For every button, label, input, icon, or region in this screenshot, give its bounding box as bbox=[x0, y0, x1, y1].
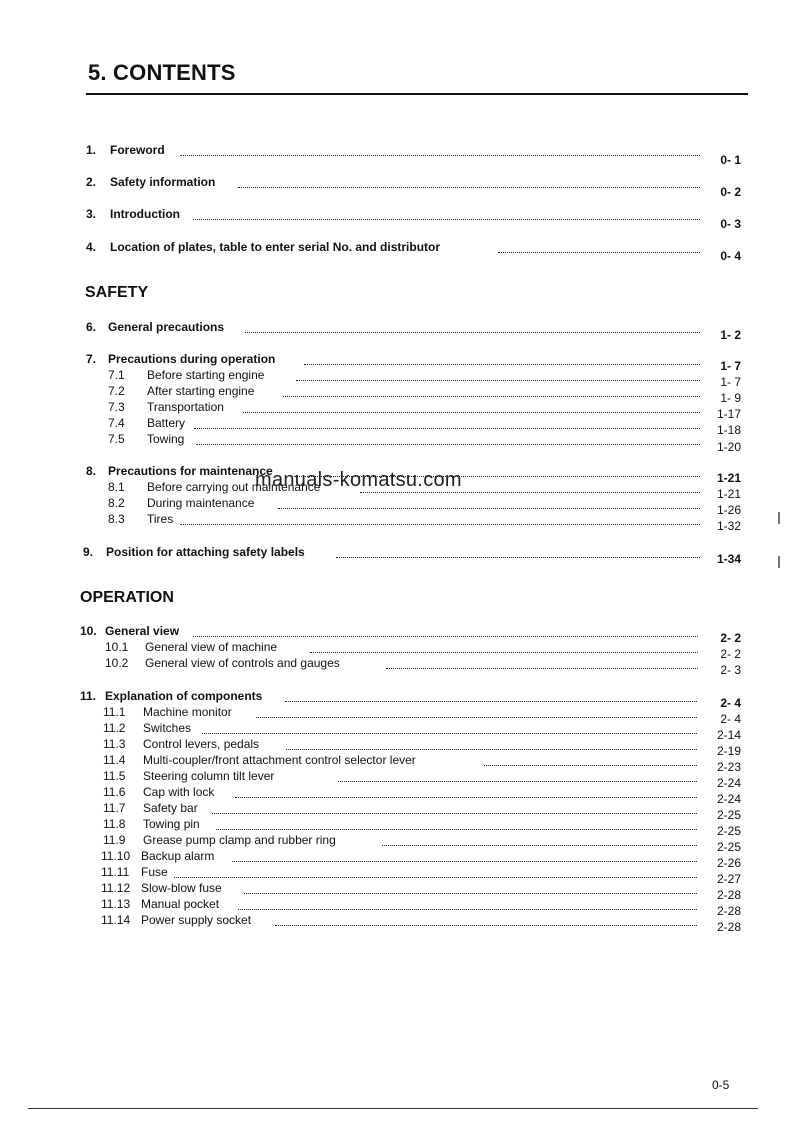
entry-number: 11.12 bbox=[101, 881, 131, 895]
entry-page: 2-28 bbox=[716, 904, 741, 918]
entry-page: 0- 1 bbox=[720, 153, 741, 167]
entry-title: Steering column tilt lever bbox=[143, 769, 275, 783]
entry-title: Before carrying out maintenance bbox=[147, 480, 321, 494]
entry-number: 11.10 bbox=[101, 849, 131, 863]
entry-page: 2- 2 bbox=[720, 647, 741, 661]
leader-dots bbox=[338, 769, 697, 782]
entry-title: Machine monitor bbox=[143, 705, 232, 719]
page-title: 5. CONTENTS bbox=[88, 60, 236, 85]
entry-page: 0- 3 bbox=[720, 217, 741, 231]
leader-dots bbox=[283, 384, 700, 397]
entry-number: 3. bbox=[86, 207, 97, 221]
toc-entry[interactable] bbox=[0, 624, 791, 645]
entry-number: 7.1 bbox=[108, 368, 125, 382]
entry-title: Explanation of components bbox=[105, 689, 263, 703]
toc-entry[interactable] bbox=[0, 705, 791, 726]
entry-title: Backup alarm bbox=[141, 849, 215, 863]
leader-dots bbox=[180, 512, 700, 525]
entry-number: 11.4 bbox=[103, 753, 126, 767]
toc-entry[interactable] bbox=[0, 320, 791, 342]
entry-page: 1-34 bbox=[716, 552, 741, 566]
toc-entry[interactable] bbox=[0, 865, 791, 886]
leader-dots bbox=[238, 897, 697, 910]
toc-entry[interactable] bbox=[0, 416, 791, 437]
entry-title: Tires bbox=[147, 512, 174, 526]
entry-number: 2. bbox=[86, 175, 97, 189]
entry-number: 1. bbox=[86, 143, 97, 157]
toc-entry[interactable] bbox=[0, 368, 791, 389]
entry-number: 8.2 bbox=[108, 496, 125, 510]
entry-number: 7.4 bbox=[108, 416, 125, 430]
toc-entry[interactable] bbox=[0, 849, 791, 870]
entry-page: 1-18 bbox=[716, 423, 741, 437]
entry-page: 2-25 bbox=[716, 824, 741, 838]
toc-entry[interactable] bbox=[0, 737, 791, 758]
leader-dots bbox=[232, 849, 697, 862]
entry-title: During maintenance bbox=[147, 496, 255, 510]
leader-dots bbox=[244, 881, 697, 894]
entry-title: Cap with lock bbox=[143, 785, 215, 799]
toc-entry[interactable] bbox=[0, 640, 791, 661]
entry-number: 11.9 bbox=[103, 833, 126, 847]
entry-number: 7.5 bbox=[108, 432, 125, 446]
leader-dots bbox=[382, 833, 697, 846]
toc-entry[interactable] bbox=[0, 721, 791, 742]
entry-number: 10. bbox=[80, 624, 97, 638]
toc-entry[interactable] bbox=[0, 175, 791, 199]
entry-title: After starting engine bbox=[147, 384, 255, 398]
entry-number: 11.7 bbox=[103, 801, 126, 815]
entry-number: 11.2 bbox=[103, 721, 126, 735]
leader-dots bbox=[256, 705, 697, 718]
entry-number: 11.11 bbox=[101, 865, 130, 879]
entry-page: 2-26 bbox=[716, 856, 741, 870]
entry-page: 1- 9 bbox=[720, 391, 741, 405]
entry-page: 2-25 bbox=[716, 840, 741, 854]
title-underline bbox=[86, 93, 748, 95]
entry-page: 2- 4 bbox=[720, 712, 741, 726]
entry-title: General view of machine bbox=[145, 640, 278, 654]
leader-dots bbox=[235, 785, 697, 798]
toc-entry[interactable] bbox=[0, 833, 791, 854]
leader-dots bbox=[193, 207, 700, 220]
entry-number: 8.1 bbox=[108, 480, 125, 494]
entry-title: Towing bbox=[147, 432, 185, 446]
entry-title: Grease pump clamp and rubber ring bbox=[143, 833, 336, 847]
leader-dots bbox=[386, 656, 698, 669]
leader-dots bbox=[202, 721, 697, 734]
entry-number: 8. bbox=[86, 464, 97, 478]
entry-number: 11. bbox=[80, 689, 97, 703]
entry-number: 6. bbox=[86, 320, 97, 334]
toc-entry[interactable] bbox=[0, 897, 791, 918]
toc-entry[interactable] bbox=[0, 817, 791, 838]
leader-dots bbox=[336, 545, 700, 558]
leader-dots bbox=[243, 400, 700, 413]
scan-edge-mark bbox=[778, 556, 780, 568]
leader-dots bbox=[285, 689, 697, 702]
entry-page: 1-20 bbox=[716, 440, 741, 454]
toc-entry[interactable] bbox=[0, 769, 791, 790]
entry-number: 9. bbox=[83, 545, 94, 559]
section-heading-operation: OPERATION bbox=[80, 589, 174, 606]
toc-entry[interactable] bbox=[0, 545, 791, 566]
leader-dots bbox=[196, 432, 700, 445]
leader-dots bbox=[245, 320, 700, 333]
entry-page: 1-17 bbox=[716, 407, 741, 421]
entry-number: 4. bbox=[86, 240, 97, 254]
entry-page: 2-28 bbox=[716, 888, 741, 902]
entry-title: Foreword bbox=[110, 143, 165, 157]
toc-entry[interactable] bbox=[0, 240, 791, 263]
leader-dots bbox=[194, 416, 700, 429]
entry-title: Control levers, pedals bbox=[143, 737, 260, 751]
entry-number: 11.13 bbox=[101, 897, 131, 911]
entry-page: 2-19 bbox=[716, 744, 741, 758]
toc-entry[interactable] bbox=[0, 656, 791, 677]
toc-entry[interactable] bbox=[0, 496, 791, 517]
entry-page: 1- 7 bbox=[720, 375, 741, 389]
leader-dots bbox=[304, 352, 700, 365]
entry-title: Transportation bbox=[147, 400, 224, 414]
entry-number: 11.8 bbox=[103, 817, 126, 831]
leader-dots bbox=[286, 737, 697, 750]
entry-number: 7.3 bbox=[108, 400, 125, 414]
leader-dots bbox=[484, 753, 697, 766]
toc-entry[interactable] bbox=[0, 143, 791, 167]
toc-entry[interactable] bbox=[0, 432, 791, 454]
entry-page: 1- 7 bbox=[720, 359, 741, 373]
entry-title: General view of controls and gauges bbox=[145, 656, 340, 670]
entry-page: 2-14 bbox=[716, 728, 741, 742]
entry-page: 0- 2 bbox=[720, 185, 741, 199]
toc-entry[interactable] bbox=[0, 512, 791, 533]
entry-title: Precautions for maintenance bbox=[108, 464, 273, 478]
leader-dots bbox=[310, 640, 698, 653]
entry-page: 2- 3 bbox=[720, 663, 741, 677]
leader-dots bbox=[498, 240, 700, 253]
toc-entry[interactable] bbox=[0, 400, 791, 421]
entry-page: 2-23 bbox=[716, 760, 741, 774]
toc-entry[interactable] bbox=[0, 801, 791, 822]
entry-title: Fuse bbox=[141, 865, 168, 879]
entry-page: 2-25 bbox=[716, 808, 741, 822]
entry-number: 11.3 bbox=[103, 737, 126, 751]
entry-title: Switches bbox=[143, 721, 192, 735]
leader-dots bbox=[174, 865, 697, 878]
entry-title: Precautions during operation bbox=[108, 352, 276, 366]
entry-title: Power supply socket bbox=[141, 913, 252, 927]
entry-page: 2-24 bbox=[716, 776, 741, 790]
entry-title: General precautions bbox=[108, 320, 225, 334]
entry-number: 11.1 bbox=[103, 705, 126, 719]
watermark: manuals-komatsu.com bbox=[255, 469, 462, 491]
entry-title: Before starting engine bbox=[147, 368, 265, 382]
bottom-rule bbox=[28, 1108, 758, 1109]
entry-number: 11.5 bbox=[103, 769, 126, 783]
entry-title: Multi-coupler/front attachment control selector lever bbox=[143, 753, 416, 767]
entry-number: 8.3 bbox=[108, 512, 125, 526]
page-number: 0-5 bbox=[712, 1078, 730, 1092]
entry-title: Slow-blow fuse bbox=[141, 881, 222, 895]
entry-page: 2- 2 bbox=[720, 631, 741, 645]
leader-dots bbox=[216, 817, 697, 830]
leader-dots bbox=[180, 143, 700, 156]
entry-page: 0- 4 bbox=[720, 249, 741, 263]
entry-title: Safety information bbox=[110, 175, 216, 189]
toc-entry[interactable] bbox=[0, 785, 791, 806]
toc-entry[interactable] bbox=[0, 753, 791, 774]
leader-dots bbox=[296, 368, 700, 381]
entry-page: 1-21 bbox=[716, 487, 741, 501]
leader-dots bbox=[278, 496, 700, 509]
entry-number: 11.14 bbox=[101, 913, 131, 927]
leader-dots bbox=[238, 175, 700, 188]
entry-page: 1-21 bbox=[716, 471, 741, 485]
entry-page: 1-26 bbox=[716, 503, 741, 517]
entry-page: 2- 4 bbox=[720, 696, 741, 710]
entry-number: 10.2 bbox=[105, 656, 129, 670]
toc-entry[interactable] bbox=[0, 689, 791, 710]
entry-title: Safety bar bbox=[143, 801, 198, 815]
toc-entry[interactable] bbox=[0, 352, 791, 373]
entry-number: 7. bbox=[86, 352, 97, 366]
entry-number: 7.2 bbox=[108, 384, 125, 398]
leader-dots bbox=[275, 913, 697, 926]
entry-title: Introduction bbox=[110, 207, 180, 221]
entry-page: 1-32 bbox=[716, 519, 741, 533]
scan-edge-mark bbox=[778, 512, 780, 524]
entry-title: Towing pin bbox=[143, 817, 200, 831]
entry-page: 2-28 bbox=[716, 920, 741, 934]
toc-entry[interactable] bbox=[0, 384, 791, 405]
entry-page: 2-27 bbox=[716, 872, 741, 886]
toc-entry[interactable] bbox=[0, 881, 791, 902]
entry-title: Position for attaching safety labels bbox=[106, 545, 305, 559]
entry-title: Battery bbox=[147, 416, 186, 430]
entry-title: General view bbox=[105, 624, 180, 638]
entry-page: 1- 2 bbox=[720, 328, 741, 342]
leader-dots bbox=[193, 624, 698, 637]
entry-title: Location of plates, table to enter serial No. and distributor bbox=[110, 240, 441, 254]
section-heading-safety: SAFETY bbox=[85, 284, 149, 301]
entry-page: 2-24 bbox=[716, 792, 741, 806]
entry-number: 10.1 bbox=[105, 640, 129, 654]
entry-number: 11.6 bbox=[103, 785, 126, 799]
toc-entry[interactable] bbox=[0, 207, 791, 231]
toc-entry[interactable] bbox=[0, 913, 791, 934]
leader-dots bbox=[212, 801, 697, 814]
entry-title: Manual pocket bbox=[141, 897, 220, 911]
